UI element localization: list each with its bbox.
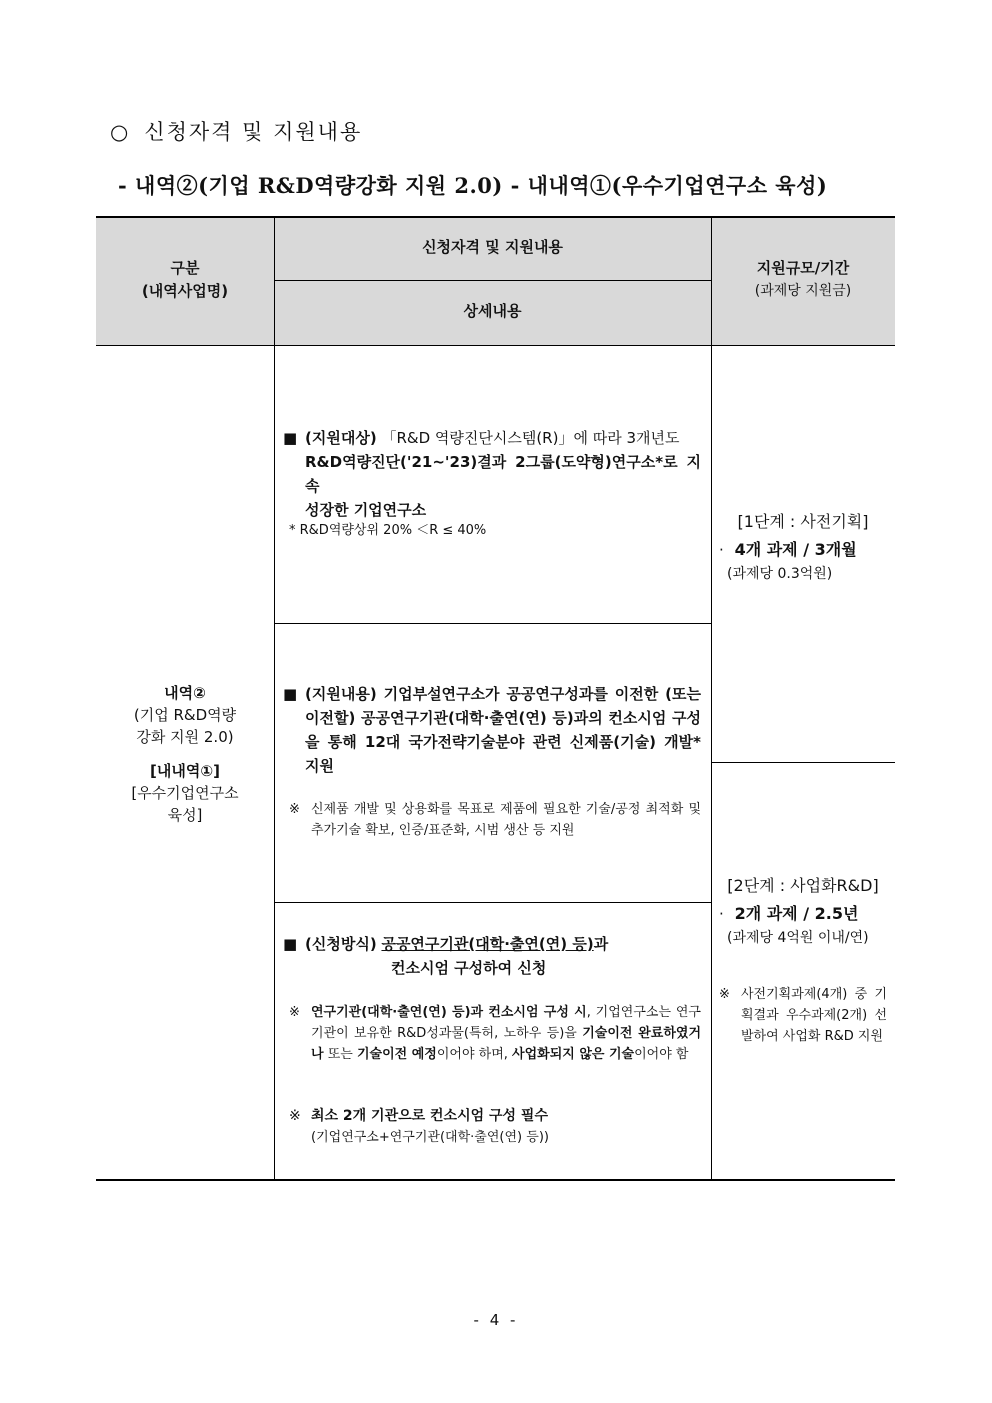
header-category-title: 구분: [170, 259, 200, 277]
method-item: [283, 932, 701, 980]
target-text-a: 「R&D 역량진단시스템(R)」에 따라 3개년도: [381, 429, 680, 447]
header-category: [96, 257, 274, 303]
method-text-line2: 컨소시엄 구성하여 신청: [391, 959, 547, 977]
category-line: [우수기업연구소: [131, 784, 239, 802]
method-note-2-text: (기업연구소+연구기관(대학·출연(연) 등)): [311, 1130, 549, 1145]
reference-mark-icon: ※: [719, 987, 730, 1002]
target-text-c: 성장한 기업연구소: [305, 501, 427, 519]
stage1-bullet: ·: [719, 541, 724, 559]
support-table: [96, 216, 895, 1181]
method-label: (신청방식): [305, 935, 377, 953]
square-bullet-icon: ■: [283, 935, 298, 953]
stage2-block: [711, 874, 895, 950]
category-line: 강화 지원 2.0): [136, 728, 234, 746]
stage2-note: [719, 984, 887, 1047]
stage1-title: [1단계 : 사전기획]: [737, 512, 869, 531]
target-note: * R&D역량상위 20% ＜R ≤ 40%: [289, 523, 487, 538]
method-note-2-bold: 최소 2개 기관으로 컨소시엄 구성 필수: [311, 1108, 548, 1124]
header-category-sub: (내역사업명): [141, 282, 229, 300]
right-row-divider: [711, 762, 895, 763]
method-note-text: 이어야 함: [634, 1047, 689, 1062]
reference-mark-icon: ※: [289, 1108, 301, 1124]
target-item: [283, 426, 701, 522]
method-note-bold: 사업화되지 않은 기술: [512, 1047, 635, 1062]
table-top-border: [96, 216, 895, 218]
column-divider-1: [274, 216, 275, 1181]
target-label: (지원대상): [305, 429, 377, 447]
method-note-bold: 기술이전 예정: [356, 1047, 437, 1062]
content-note-text: 신제품 개발 및 상용화를 목표로 제품에 필요한 기술/공정 최적화 및 추가기술 확보, 인증/표준화, 시범 생산 등 지원: [311, 802, 701, 838]
row-divider-1: [274, 623, 711, 624]
category-line: 육성]: [167, 806, 203, 824]
method-note-text: , 기업연구소는 연구기관이 보유한 R&D성과물(특허, 노하우 등)을: [311, 1005, 701, 1041]
stage2-count: 2개 과제 / 2.5년: [734, 904, 859, 923]
content-item: [283, 682, 701, 778]
reference-mark-icon: ※: [289, 1005, 300, 1020]
header-scale: [711, 257, 895, 303]
header-detail: 상세내용: [463, 302, 522, 320]
method-note-2: [289, 1106, 701, 1148]
header-scale-sub: (과제당 지원금): [754, 283, 852, 299]
section-heading: [110, 116, 362, 146]
stage2-bullet: ·: [719, 905, 724, 923]
stage1-block: [711, 510, 895, 586]
header-qualification: 신청자격 및 지원내용: [422, 238, 563, 256]
method-note-text: 이어야 하며,: [436, 1047, 513, 1062]
content-label: (지원내용): [305, 685, 377, 703]
category-line: [내내역①]: [150, 762, 220, 780]
method-note-1: [289, 1002, 701, 1065]
category-line: 내역②: [164, 684, 206, 702]
method-note-text: 또는: [323, 1047, 357, 1062]
header-divider: [274, 280, 711, 281]
method-text-underlined: 공공연구기관(대학·출연(연) 등): [381, 935, 594, 953]
method-text-after: 과: [593, 935, 609, 953]
header-scale-title: 지원규모/기간: [756, 259, 850, 277]
table-bottom-border: [96, 1179, 895, 1181]
content-note: [289, 799, 701, 841]
stage2-title: [2단계 : 사업화R&D]: [727, 876, 879, 895]
stage1-count: 4개 과제 / 3개월: [734, 540, 857, 559]
section-subtitle: - 내역②(기업 R&D역량강화 지원 2.0) - 내내역①(우수기업연구소 육성): [118, 173, 828, 198]
square-bullet-icon: ■: [283, 685, 298, 703]
method-note-bold: 기술이전 완료하였거나: [311, 1026, 701, 1062]
row-divider-2: [274, 902, 711, 903]
stage1-amount: (과제당 0.3억원): [727, 566, 833, 582]
content-text: 기업부설연구소가 공공연구성과를 이전한 (또는 이전할) 공공연구기관(대학·출연(연) 등)과의 컨소시엄 구성을 통해 12대 국가전략기술분야 관련 신제품(기술) 개발* 지원: [305, 685, 701, 775]
method-note-bold: 연구기관(대학·출연(연) 등)과 컨소시엄 구성 시: [311, 1005, 587, 1020]
category-cell: [96, 682, 274, 826]
square-bullet-icon: ■: [283, 429, 298, 447]
section-title: 신청자격 및 지원내용: [144, 120, 363, 144]
reference-mark-icon: ※: [289, 802, 300, 817]
category-line: (기업 R&D역량: [133, 706, 237, 724]
page-number: - 4 -: [473, 1311, 519, 1329]
stage2-amount: (과제당 4억원 이내/연): [727, 930, 869, 946]
circle-bullet-icon: ○: [110, 120, 131, 144]
column-divider-2: [711, 216, 712, 1181]
target-text-b: R&D역량진단('21~'23)결과 2그룹(도약형)연구소*로 지속: [305, 453, 701, 495]
stage2-note-text: 사전기획과제(4개) 중 기획결과 우수과제(2개) 선발하여 사업화 R&D 지원: [741, 987, 887, 1044]
header-bottom-border: [96, 345, 895, 346]
